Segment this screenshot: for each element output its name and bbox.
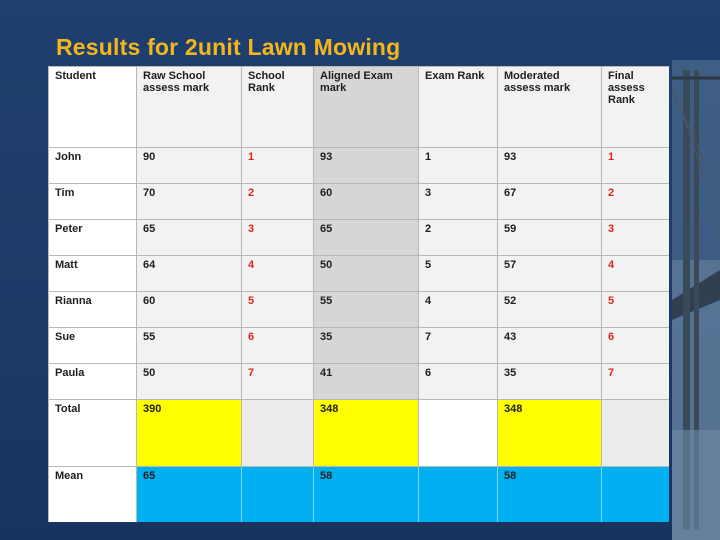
table-row xyxy=(49,292,670,328)
raw-school-mark-cell: 70 xyxy=(137,184,242,220)
exam-rank-cell: 7 xyxy=(419,328,498,364)
table-header-row xyxy=(49,67,670,148)
aligned-exam-mark-cell: 348 xyxy=(314,400,419,467)
aligned-exam-mark-cell: 35 xyxy=(314,328,419,364)
raw-school-mark-cell: 50 xyxy=(137,364,242,400)
exam-rank-cell: Exam Rank xyxy=(419,67,498,148)
school-rank-cell: 3 xyxy=(242,220,314,256)
aligned-exam-mark-cell: 58 xyxy=(314,467,419,523)
exam-rank-cell: 6 xyxy=(419,364,498,400)
exam-rank-cell: 1 xyxy=(419,148,498,184)
moderated-mark-cell: 58 xyxy=(498,467,602,523)
table-row xyxy=(49,220,670,256)
raw-school-mark-cell: 390 xyxy=(137,400,242,467)
school-rank-cell: 4 xyxy=(242,256,314,292)
school-rank-cell: 7 xyxy=(242,364,314,400)
table-row xyxy=(49,256,670,292)
total-row xyxy=(49,400,670,467)
raw-school-mark-cell: Raw School assess mark xyxy=(137,67,242,148)
aligned-exam-mark-cell: Aligned Exam mark xyxy=(314,67,419,148)
school-rank-cell: School Rank xyxy=(242,67,314,148)
exam-rank-cell xyxy=(419,400,498,467)
moderated-mark-cell: 43 xyxy=(498,328,602,364)
school-rank-cell: 6 xyxy=(242,328,314,364)
moderated-mark-cell: 57 xyxy=(498,256,602,292)
aligned-exam-mark-cell: 41 xyxy=(314,364,419,400)
final-rank-cell: Final assess Rank xyxy=(602,67,670,148)
table-row xyxy=(49,328,670,364)
student-cell: Peter xyxy=(49,220,137,256)
raw-school-mark-cell: 64 xyxy=(137,256,242,292)
aligned-exam-mark-cell: 65 xyxy=(314,220,419,256)
moderated-mark-cell: 348 xyxy=(498,400,602,467)
final-rank-cell: 2 xyxy=(602,184,670,220)
final-rank-cell: 3 xyxy=(602,220,670,256)
results-table xyxy=(48,66,669,522)
mean-row xyxy=(49,467,670,523)
raw-school-mark-cell: 55 xyxy=(137,328,242,364)
aligned-exam-mark-cell: 60 xyxy=(314,184,419,220)
school-rank-cell xyxy=(242,400,314,467)
raw-school-mark-cell: 90 xyxy=(137,148,242,184)
raw-school-mark-cell: 65 xyxy=(137,220,242,256)
exam-rank-cell: 3 xyxy=(419,184,498,220)
student-cell: Paula xyxy=(49,364,137,400)
table-row xyxy=(49,364,670,400)
final-rank-cell: 6 xyxy=(602,328,670,364)
student-cell: Total xyxy=(49,400,137,467)
student-cell: Tim xyxy=(49,184,137,220)
school-rank-cell xyxy=(242,467,314,523)
aligned-exam-mark-cell: 50 xyxy=(314,256,419,292)
exam-rank-cell: 5 xyxy=(419,256,498,292)
exam-rank-cell: 4 xyxy=(419,292,498,328)
results-table-container xyxy=(48,66,669,522)
exam-rank-cell xyxy=(419,467,498,523)
aligned-exam-mark-cell: 93 xyxy=(314,148,419,184)
final-rank-cell xyxy=(602,467,670,523)
final-rank-cell: 5 xyxy=(602,292,670,328)
aligned-exam-mark-cell: 55 xyxy=(314,292,419,328)
table-row xyxy=(49,184,670,220)
student-cell: Rianna xyxy=(49,292,137,328)
final-rank-cell: 7 xyxy=(602,364,670,400)
school-rank-cell: 2 xyxy=(242,184,314,220)
moderated-mark-cell: 93 xyxy=(498,148,602,184)
student-cell: Student xyxy=(49,67,137,148)
table-row xyxy=(49,148,670,184)
exam-rank-cell: 2 xyxy=(419,220,498,256)
moderated-mark-cell: 52 xyxy=(498,292,602,328)
moderated-mark-cell: 67 xyxy=(498,184,602,220)
final-rank-cell: 1 xyxy=(602,148,670,184)
final-rank-cell: 4 xyxy=(602,256,670,292)
raw-school-mark-cell: 60 xyxy=(137,292,242,328)
school-rank-cell: 1 xyxy=(242,148,314,184)
student-cell: Mean xyxy=(49,467,137,523)
school-rank-cell: 5 xyxy=(242,292,314,328)
raw-school-mark-cell: 65 xyxy=(137,467,242,523)
moderated-mark-cell: 35 xyxy=(498,364,602,400)
student-cell: John xyxy=(49,148,137,184)
student-cell: Sue xyxy=(49,328,137,364)
moderated-mark-cell: 59 xyxy=(498,220,602,256)
student-cell: Matt xyxy=(49,256,137,292)
slide-title: Results for 2unit Lawn Mowing xyxy=(56,34,401,60)
final-rank-cell xyxy=(602,400,670,467)
moderated-mark-cell: Moderated assess mark xyxy=(498,67,602,148)
